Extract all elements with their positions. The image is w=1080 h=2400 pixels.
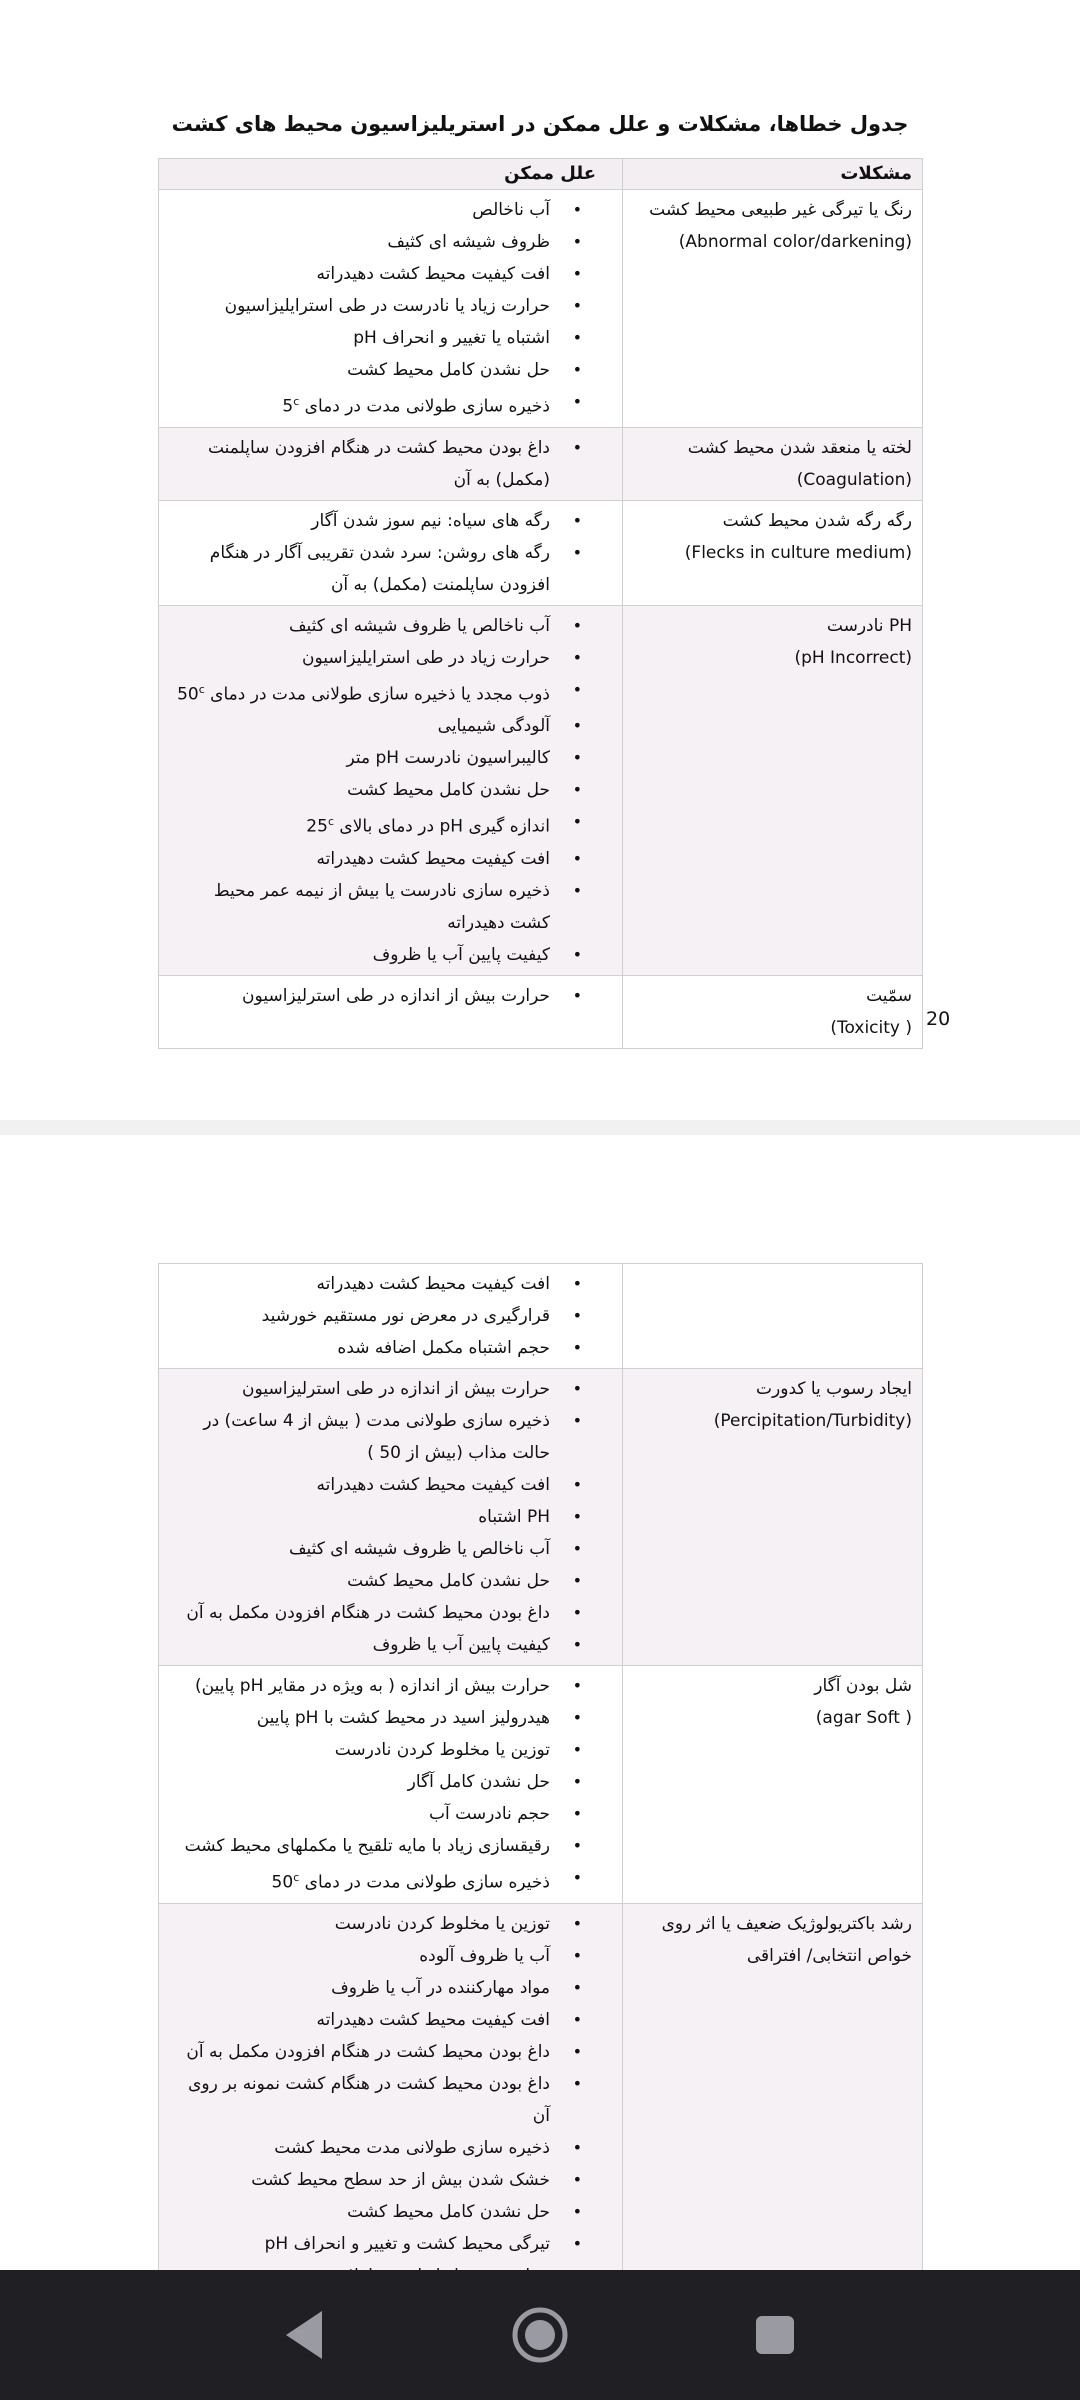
problem-name-en: (Percipitation/Turbidity) [713,1411,912,1431]
causes-cell [159,500,623,605]
cause-item: • آب یا ظروف آلوده [169,1940,612,1972]
errors-table-continued [158,1263,923,2338]
causes-cell [159,1903,623,2296]
causes-list [169,1908,612,2292]
causes-cell [159,1666,623,1904]
problem-name-fa: ایجاد رسوب یا کدورت [756,1379,912,1399]
problem-name-fa: لخته یا منعقد شدن محیط کشت [687,437,912,458]
cause-item: • داغ بودن محیط کشت در هنگام افزودن ساپلمنت (مکمل) به آن [169,432,612,496]
table-row [159,1264,923,1369]
cause-item: • رقیقسازی زیاد با مایه تلقیح یا مکملهای محیط کشت [169,1830,612,1862]
problem-cell [623,1264,923,1369]
cause-item: • حرارت بیش از اندازه در طی استرلیزاسیون [169,1373,612,1405]
cause-item: • کیفیت پایین آب یا ظروف [169,939,612,971]
cause-item: • آب ناخالص یا ظروف شیشه ای کثیف [169,1533,612,1565]
problem-name-en: (Coagulation) [796,469,912,490]
causes-cell [159,190,623,428]
cause-item: • داغ بودن محیط کشت در هنگام کشت نمونه بر روی آن [169,2068,612,2132]
degree-marker: c [293,1871,300,1884]
cause-item: • مواد مهارکننده در آب یا ظروف [169,1972,612,2004]
problem-cell [623,1903,923,2296]
problem-name-en: (Flecks in culture medium) [684,542,912,563]
table-row [159,1369,923,1666]
problem-cell [623,605,923,975]
table-row [159,975,923,1048]
cause-item: • ذخیره سازی طولانی مدت محیط کشت [169,2132,612,2164]
problem-name-en: (Toxicity ) [830,1017,912,1038]
cause-item: • حجم نادرست آب [169,1798,612,1830]
cause-item: • حرارت بیش از اندازه ( به ویژه در مقایر pH پایین) [169,1670,612,1702]
table-header-row [159,159,923,190]
degree-marker: c [293,395,300,408]
cause-item: • آب ناخالص [169,194,612,226]
back-button[interactable] [260,2290,350,2380]
home-icon [509,2304,571,2366]
causes-cell [159,975,623,1048]
problem-name-fa: رنگ یا تیرگی غیر طبیعی محیط کشت [649,200,912,220]
problem-name-en: (Abnormal color/darkening) [678,232,912,252]
navigation-bar [0,2270,1080,2400]
page-number: 20 [926,1008,951,1030]
causes-list [169,610,612,971]
table-row [159,1903,923,2296]
cause-item: • ظروف شیشه ای کثیف [169,226,612,258]
table-row [159,190,923,428]
cause-item: • رگه های روشن: سرد شدن تقریبی آگار در هنگام افزودن ساپلمنت (مکمل) به آن [169,537,612,601]
cause-item: • داغ بودن محیط کشت در هنگام افزودن مکمل به آن [169,2036,612,2068]
cause-item: • اندازه گیری pH در دمای بالای 25$^c$ [169,806,612,843]
cause-item: • آلودگی شیمیایی [169,710,612,742]
cause-item: • داغ بودن محیط کشت در هنگام افزودن مکمل به آن [169,1597,612,1629]
problem-cell [623,975,923,1048]
document-page [0,0,1080,1120]
problem-name-en: (agar Soft ) [815,1708,912,1728]
causes-cell [159,605,623,975]
causes-list [169,432,612,496]
cause-item: • توزین یا مخلوط کردن نادرست [169,1734,612,1766]
problem-cell [623,1369,923,1666]
cause-item: • افت کیفیت محیط کشت دهیدراته [169,1268,612,1300]
cause-item: • هیدرولیز اسید در محیط کشت با pH پایین [169,1702,612,1734]
home-button[interactable] [495,2290,585,2380]
document-title: جدول خطاها، مشکلات و علل ممکن در استریلیزاسیون محیط های کشت [171,112,909,136]
cause-item: • PH اشتباه [169,1501,612,1533]
problem-name-fa: سمّیت [866,985,912,1006]
problem-cell [623,1666,923,1904]
causes-cell [159,1264,623,1369]
cause-item: • حرارت زیاد در طی استرایلیزاسیون [169,642,612,674]
causes-list [169,980,612,1012]
cause-item: • ذخیره سازی طولانی مدت در دمای 50$^c$ [169,1862,612,1899]
cause-item: • افت کیفیت محیط کشت دهیدراته [169,258,612,290]
cause-item: • حل نشدن کامل محیط کشت [169,354,612,386]
problem-name-fa: شل بودن آگار [814,1676,912,1696]
table-row [159,1666,923,1904]
cause-item: • حل نشدن کامل محیط کشت [169,1565,612,1597]
cause-item: • اشتباه یا تغییر و انحراف pH [169,322,612,354]
recents-icon [753,2313,797,2357]
cause-item: • حجم اشتباه مکمل اضافه شده [169,1332,612,1364]
cause-item: • حل نشدن کامل محیط کشت [169,774,612,806]
table-row [159,427,923,500]
table-row [159,605,923,975]
causes-list [169,1268,612,1364]
cause-item: • رگه های سیاه: نیم سوز شدن آگار [169,505,612,537]
causes-list [169,1670,612,1899]
cause-item: • تیرگی محیط کشت و تغییر و انحراف pH [169,2228,612,2260]
cause-item: • حرارت بیش از اندازه در طی استرلیزاسیون [169,980,612,1012]
cause-item: • حل نشدن کامل محیط کشت [169,2196,612,2228]
header-causes: علل ممکن [159,159,623,190]
causes-cell [159,1369,623,1666]
cause-item: • کیفیت پایین آب یا ظروف [169,1629,612,1661]
recents-button[interactable] [730,2290,820,2380]
back-icon [280,2307,330,2363]
problem-name-fa: PH نادرست [826,615,912,636]
causes-cell [159,427,623,500]
problem-name-fa: رشد باکتریولوژیک ضعیف یا اثر روی خواص انتخابی/ افتراقی [661,1913,912,1966]
cause-item: • حرارت زیاد یا نادرست در طی استرایلیزاسیون [169,290,612,322]
cause-item: • ذخیره سازی طولانی مدت ( بیش از 4 ساعت) در حالت مذاب (بیش از 50 ) [169,1405,612,1469]
problem-name-en: (pH Incorrect) [794,647,912,668]
cause-item: • قرارگیری در معرض نور مستقیم خورشید [169,1300,612,1332]
problem-name-fa: رگه رگه شدن محیط کشت [722,510,912,531]
errors-table [158,158,923,1049]
degree-marker: c [198,682,205,696]
cause-item: • افت کیفیت محیط کشت دهیدراته [169,2004,612,2036]
table-row [159,500,923,605]
cause-item: • افت کیفیت محیط کشت دهیدراته [169,843,612,875]
causes-list [169,505,612,601]
degree-marker: c [327,815,334,829]
cause-item: • افت کیفیت محیط کشت دهیدراته [169,1469,612,1501]
cause-item: • حل نشدن کامل آگار [169,1766,612,1798]
document-page [0,1135,1080,2270]
cause-item: • خشک شدن بیش از حد سطح محیط کشت [169,2164,612,2196]
cause-item: • ذوب مجدد یا ذخیره سازی طولانی مدت در دمای 50$^c$ [169,674,612,711]
problem-cell [623,500,923,605]
causes-list [169,1373,612,1661]
causes-list [169,194,612,423]
cause-item: • آب ناخالص یا ظروف شیشه ای کثیف [169,610,612,642]
problem-cell [623,190,923,428]
cause-item: • توزین یا مخلوط کردن نادرست [169,1908,612,1940]
cause-item: • ذخیره سازی نادرست یا بیش از نیمه عمر محیط کشت دهیدراته [169,875,612,939]
cause-item: • کالیبراسیون نادرست pH متر [169,742,612,774]
cause-item: • ذخیره سازی طولانی مدت در دمای 5$^c$ [169,386,612,423]
problem-cell [623,427,923,500]
header-problems: مشکلات [623,159,923,190]
